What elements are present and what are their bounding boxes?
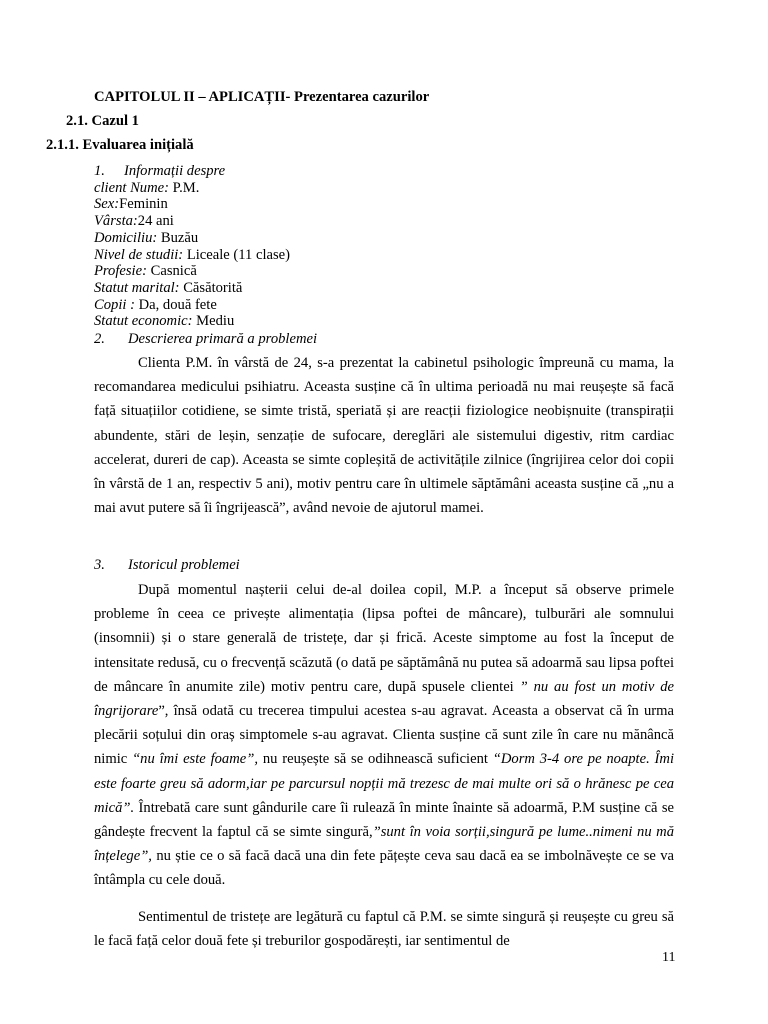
- p1-text-c: nu reușește să se odihnească suficient: [258, 751, 493, 768]
- section-3-heading: [94, 556, 240, 574]
- client-prefix: client: [94, 179, 127, 196]
- section-2-text: Clienta P.M. în vârstă de 24, s-a prezentat la cabinetul psihologic împreună cu mama, la recomandarea medicului psihiatru. Aceasta susține că în ultima perioadă nu mai reușește să facă față situațiilor cotidiene, se simte tristă, speriată și are reacții fiziologice neobișnuite (transpirații abundente, stări de leșin, senzație de sufocare, dereglări ale sistemului digestiv, ritm cardiac accelerat, dureri de cap). Aceasta se simte copleșită de activitățile zilnice (îngrijirea celor doi copii în vârstă de 1 an, respectiv 5 ani), motiv pentru care în ultimele săptămâni aceasta susține că „nu a mai avut putere să îi îngrijească”, având nevoie de ajutorul mamei.: [94, 355, 674, 517]
- statut-economic-label: Statut economic:: [94, 313, 193, 330]
- section-3-title: Istoricul problemei: [128, 557, 240, 573]
- chapter-heading: CAPITOLUL II – APLICAȚII- Prezentarea cazurilor: [94, 89, 430, 105]
- p1-quote-2: “nu îmi este foame”,: [132, 751, 259, 768]
- studii-label: Nivel de studii:: [94, 246, 184, 263]
- p1-quote-3: “Dorm 3-4 ore pe noapte. Îmi este foarte greu să adorm,iar pe parcursul nopții mă trezesc de mai multe ori să o hrănesc pe cea mică”.: [94, 751, 675, 816]
- info-row-domiciliu: [94, 230, 290, 247]
- domiciliu-value: Buzău: [160, 229, 199, 246]
- info-row-copii: [94, 297, 290, 314]
- profesie-label: Profesie:: [94, 263, 147, 280]
- p1-text-e: nu știe ce o să facă dacă una din fete pățește ceva sau dacă ea se imbolnăvește ce se va întâmpla cu cele două.: [94, 848, 674, 889]
- info-row-statut-marital: [94, 280, 290, 297]
- case-heading: 2.1. Cazul 1: [66, 113, 139, 129]
- section-3-number: 3.: [94, 557, 105, 573]
- section-2-number: 2.: [94, 331, 105, 347]
- statut-marital-label: Statut marital:: [94, 279, 180, 296]
- p1-text-d: Întrebată care sunt gândurile care îi rulează în minte înainte să adoarmă, P.M susține că se gândește frecvent la faptul că se simte singură,: [94, 799, 674, 841]
- info-row-statut-economic: [94, 313, 290, 330]
- statut-marital-value: Căsătorită: [183, 279, 243, 296]
- client-info-block: [94, 163, 290, 330]
- copii-value: Da, două fete: [138, 296, 217, 313]
- studii-value: Liceale (11 clase): [186, 246, 290, 263]
- nume-label: Nume:: [130, 179, 169, 196]
- varsta-value: 24 ani: [137, 213, 174, 230]
- section-2-heading: [94, 330, 317, 348]
- p1-text-b: ”, însă odată cu trecerea timpului acestea s-au agravat. Aceasta a observat că în urma plecării soțului din oraș simptomele s-au agravat. Clienta susține că sunt zile în care nu mănâncă nimic: [94, 703, 674, 768]
- info-row-varsta: [94, 213, 290, 230]
- evaluation-heading: 2.1.1. Evaluarea inițială: [46, 137, 194, 153]
- p1-text-a: După momentul nașterii celui de-al doilea copil, M.P. a început să observe primele probleme în ceea ce privește alimentația (lipsa poftei de mâncare), tulburări ale somnului (insomnii) și o stare generală de tristețe, dar și frică. Aceste simptome au fost la început de intensitate redusă, cu o frecvență scăzută (o dată pe săptămână nu putea să adoarmă sau lipsa poftei de mâncare în anumite zile) motiv pentru care, după spusele clientei: [94, 582, 674, 695]
- info-row-profesie: [94, 263, 290, 280]
- section-3-paragraph-2: [94, 905, 674, 953]
- section-2-title: Descrierea primară a problemei: [128, 331, 318, 347]
- profesie-value: Casnică: [150, 263, 197, 280]
- page-number: 11: [662, 950, 676, 965]
- info-row-nume: [94, 180, 290, 197]
- p1-quote-1: ” nu au fost un motiv de îngrijorare: [94, 678, 674, 720]
- info-row-studii: [94, 247, 290, 264]
- sex-label: Sex:: [94, 196, 120, 213]
- p1-quote-4: ”sunt în voia sorții,singură pe lume..nimeni nu mă înțelege”,: [94, 824, 674, 865]
- info-section-heading: [94, 163, 290, 180]
- copii-label: Copii :: [94, 296, 135, 313]
- sex-value: Feminin: [119, 196, 168, 213]
- section-number: 1.: [94, 163, 105, 179]
- statut-economic-value: Mediu: [196, 313, 235, 330]
- domiciliu-label: Domiciliu:: [94, 229, 158, 246]
- section-2-paragraph: [94, 351, 674, 520]
- section-3-paragraph-1: [94, 578, 674, 893]
- nume-value: P.M.: [172, 179, 200, 196]
- varsta-label: Vârsta:: [94, 213, 138, 230]
- section-title: Informații despre: [123, 163, 226, 179]
- p2-text: Sentimentul de tristețe are legătură cu faptul că P.M. se simte singură și reușește cu greu să le facă față celor două fete și treburilor gospodărești, iar sentimentul de: [94, 909, 674, 950]
- info-row-sex: [94, 196, 290, 213]
